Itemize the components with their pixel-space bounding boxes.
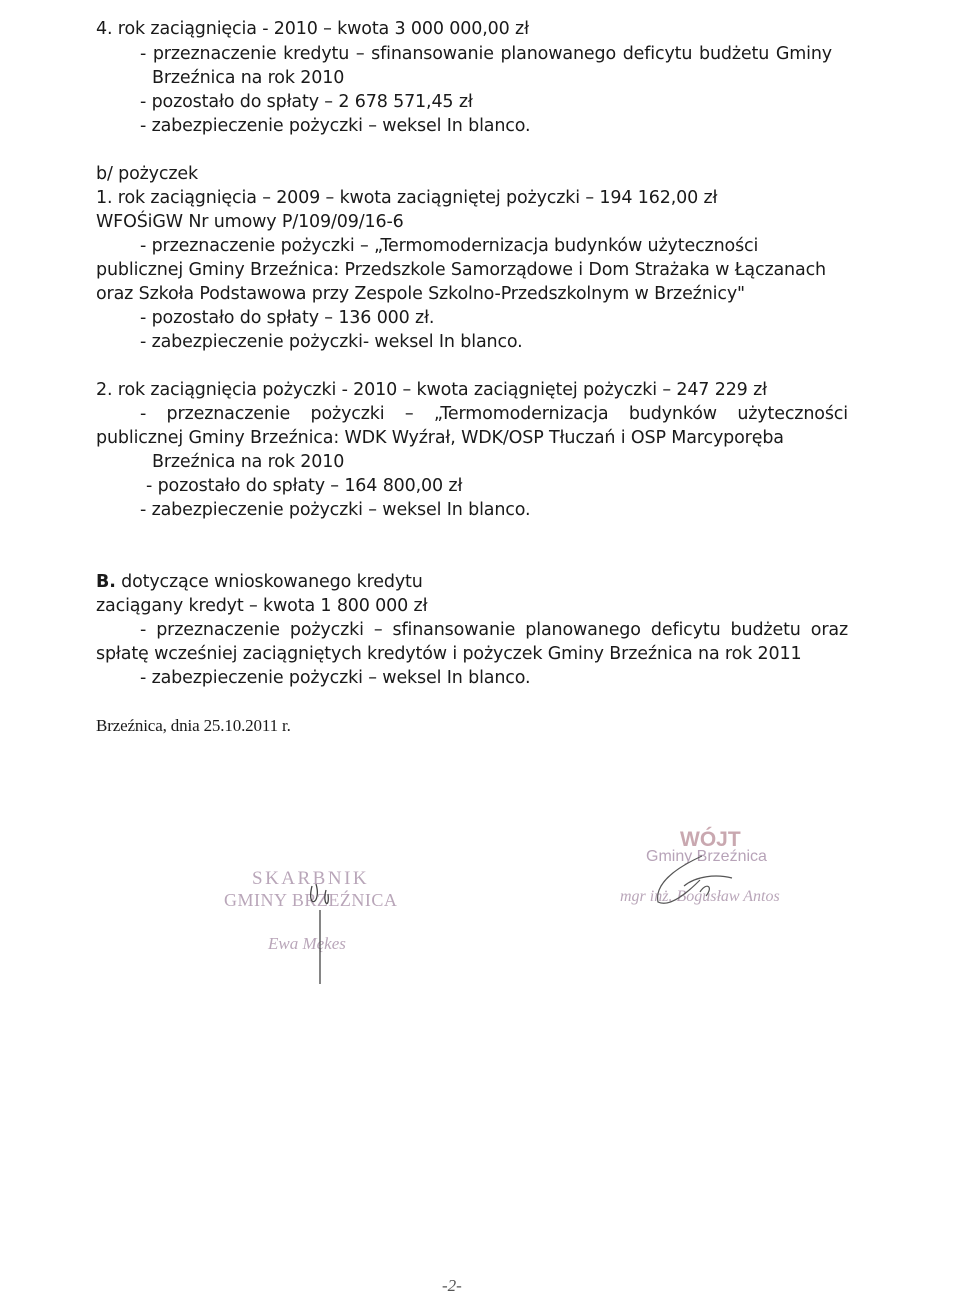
mayor-stamp-office: Gminy Brzeźnica	[646, 848, 767, 865]
loan-1-purpose: - przeznaczenie pożyczki – „Termomodernizacja budynków użyteczności	[140, 236, 759, 256]
mayor-signature	[640, 852, 750, 912]
loan-2-purpose-cont: publicznej Gminy Brzeźnica: WDK Wyźrał, WDK/OSP Tłuczań i OSP Marcyporęba	[96, 428, 784, 448]
treasurer-signature	[300, 880, 340, 990]
treasurer-stamp-office: GMINY BRZEŹNICA	[224, 890, 398, 910]
credit-4-security: - zabezpieczenie pożyczki – weksel In blanco.	[140, 116, 531, 136]
loan-1-purpose-cont: publicznej Gminy Brzeźnica: Przedszkole Samorządowe i Dom Strażaka w Łączanach	[96, 260, 826, 280]
credit-4-title: 4. rok zaciągnięcia - 2010 – kwota 3 000 000,00 zł	[96, 19, 529, 39]
section-b-credit-amount: zaciągany kredyt – kwota 1 800 000 zł	[96, 596, 428, 616]
credit-4-purpose: - przeznaczenie kredytu – sfinansowanie planowanego deficytu budżetu Gminy	[140, 44, 832, 64]
mayor-stamp-title: WÓJT	[680, 828, 741, 851]
section-b-title: dotyczące wnioskowanego kredytu	[121, 572, 423, 592]
page-number: -2-	[442, 1276, 462, 1295]
mayor-stamp-name: mgr inż. Bogusław Antos	[620, 888, 780, 905]
loan-2-purpose-cont2: Brzeźnica na rok 2010	[152, 452, 345, 472]
loan-2-purpose: - przeznaczenie pożyczki – „Termomodernizacja budynków użyteczności	[140, 404, 848, 424]
section-b-security: - zabezpieczenie pożyczki – weksel In blanco.	[140, 668, 531, 688]
loan-1-purpose-cont2: oraz Szkoła Podstawowa przy Zespole Szkolno-Przedszkolnym w Brzeźnicy"	[96, 284, 745, 304]
loan-2-remaining: - pozostało do spłaty – 164 800,00 zł	[146, 476, 463, 496]
section-b-label: B.	[96, 572, 116, 592]
credit-4-remaining: - pozostało do spłaty – 2 678 571,45 zł	[140, 92, 473, 112]
loan-1-agreement: WFOŚiGW Nr umowy P/109/09/16-6	[96, 212, 404, 232]
credit-4-purpose-cont: Brzeźnica na rok 2010	[152, 68, 345, 88]
section-b-purpose-cont: spłatę wcześniej zaciągniętych kredytów i pożyczek Gminy Brzeźnica na rok 2011	[96, 644, 802, 664]
treasurer-stamp-title: SKARBNIK	[252, 868, 370, 889]
loan-1-security: - zabezpieczenie pożyczki- weksel In blanco.	[140, 332, 523, 352]
loan-1-remaining: - pozostało do spłaty – 136 000 zł.	[140, 308, 435, 328]
loan-1-title: 1. rok zaciągnięcia – 2009 – kwota zaciągniętej pożyczki – 194 162,00 zł	[96, 188, 718, 208]
loans-heading: b/ pożyczek	[96, 164, 198, 184]
loan-2-title: 2. rok zaciągnięcia pożyczki - 2010 – kwota zaciągniętej pożyczki – 247 229 zł	[96, 380, 767, 400]
section-b-purpose: - przeznaczenie pożyczki – sfinansowanie planowanego deficytu budżetu oraz	[140, 620, 848, 640]
treasurer-stamp-name: Ewa Mękes	[268, 934, 346, 953]
loan-2-security: - zabezpieczenie pożyczki – weksel In blanco.	[140, 500, 531, 520]
place-date: Brzeźnica, dnia 25.10.2011 r.	[96, 716, 291, 735]
section-b-heading	[96, 570, 423, 594]
